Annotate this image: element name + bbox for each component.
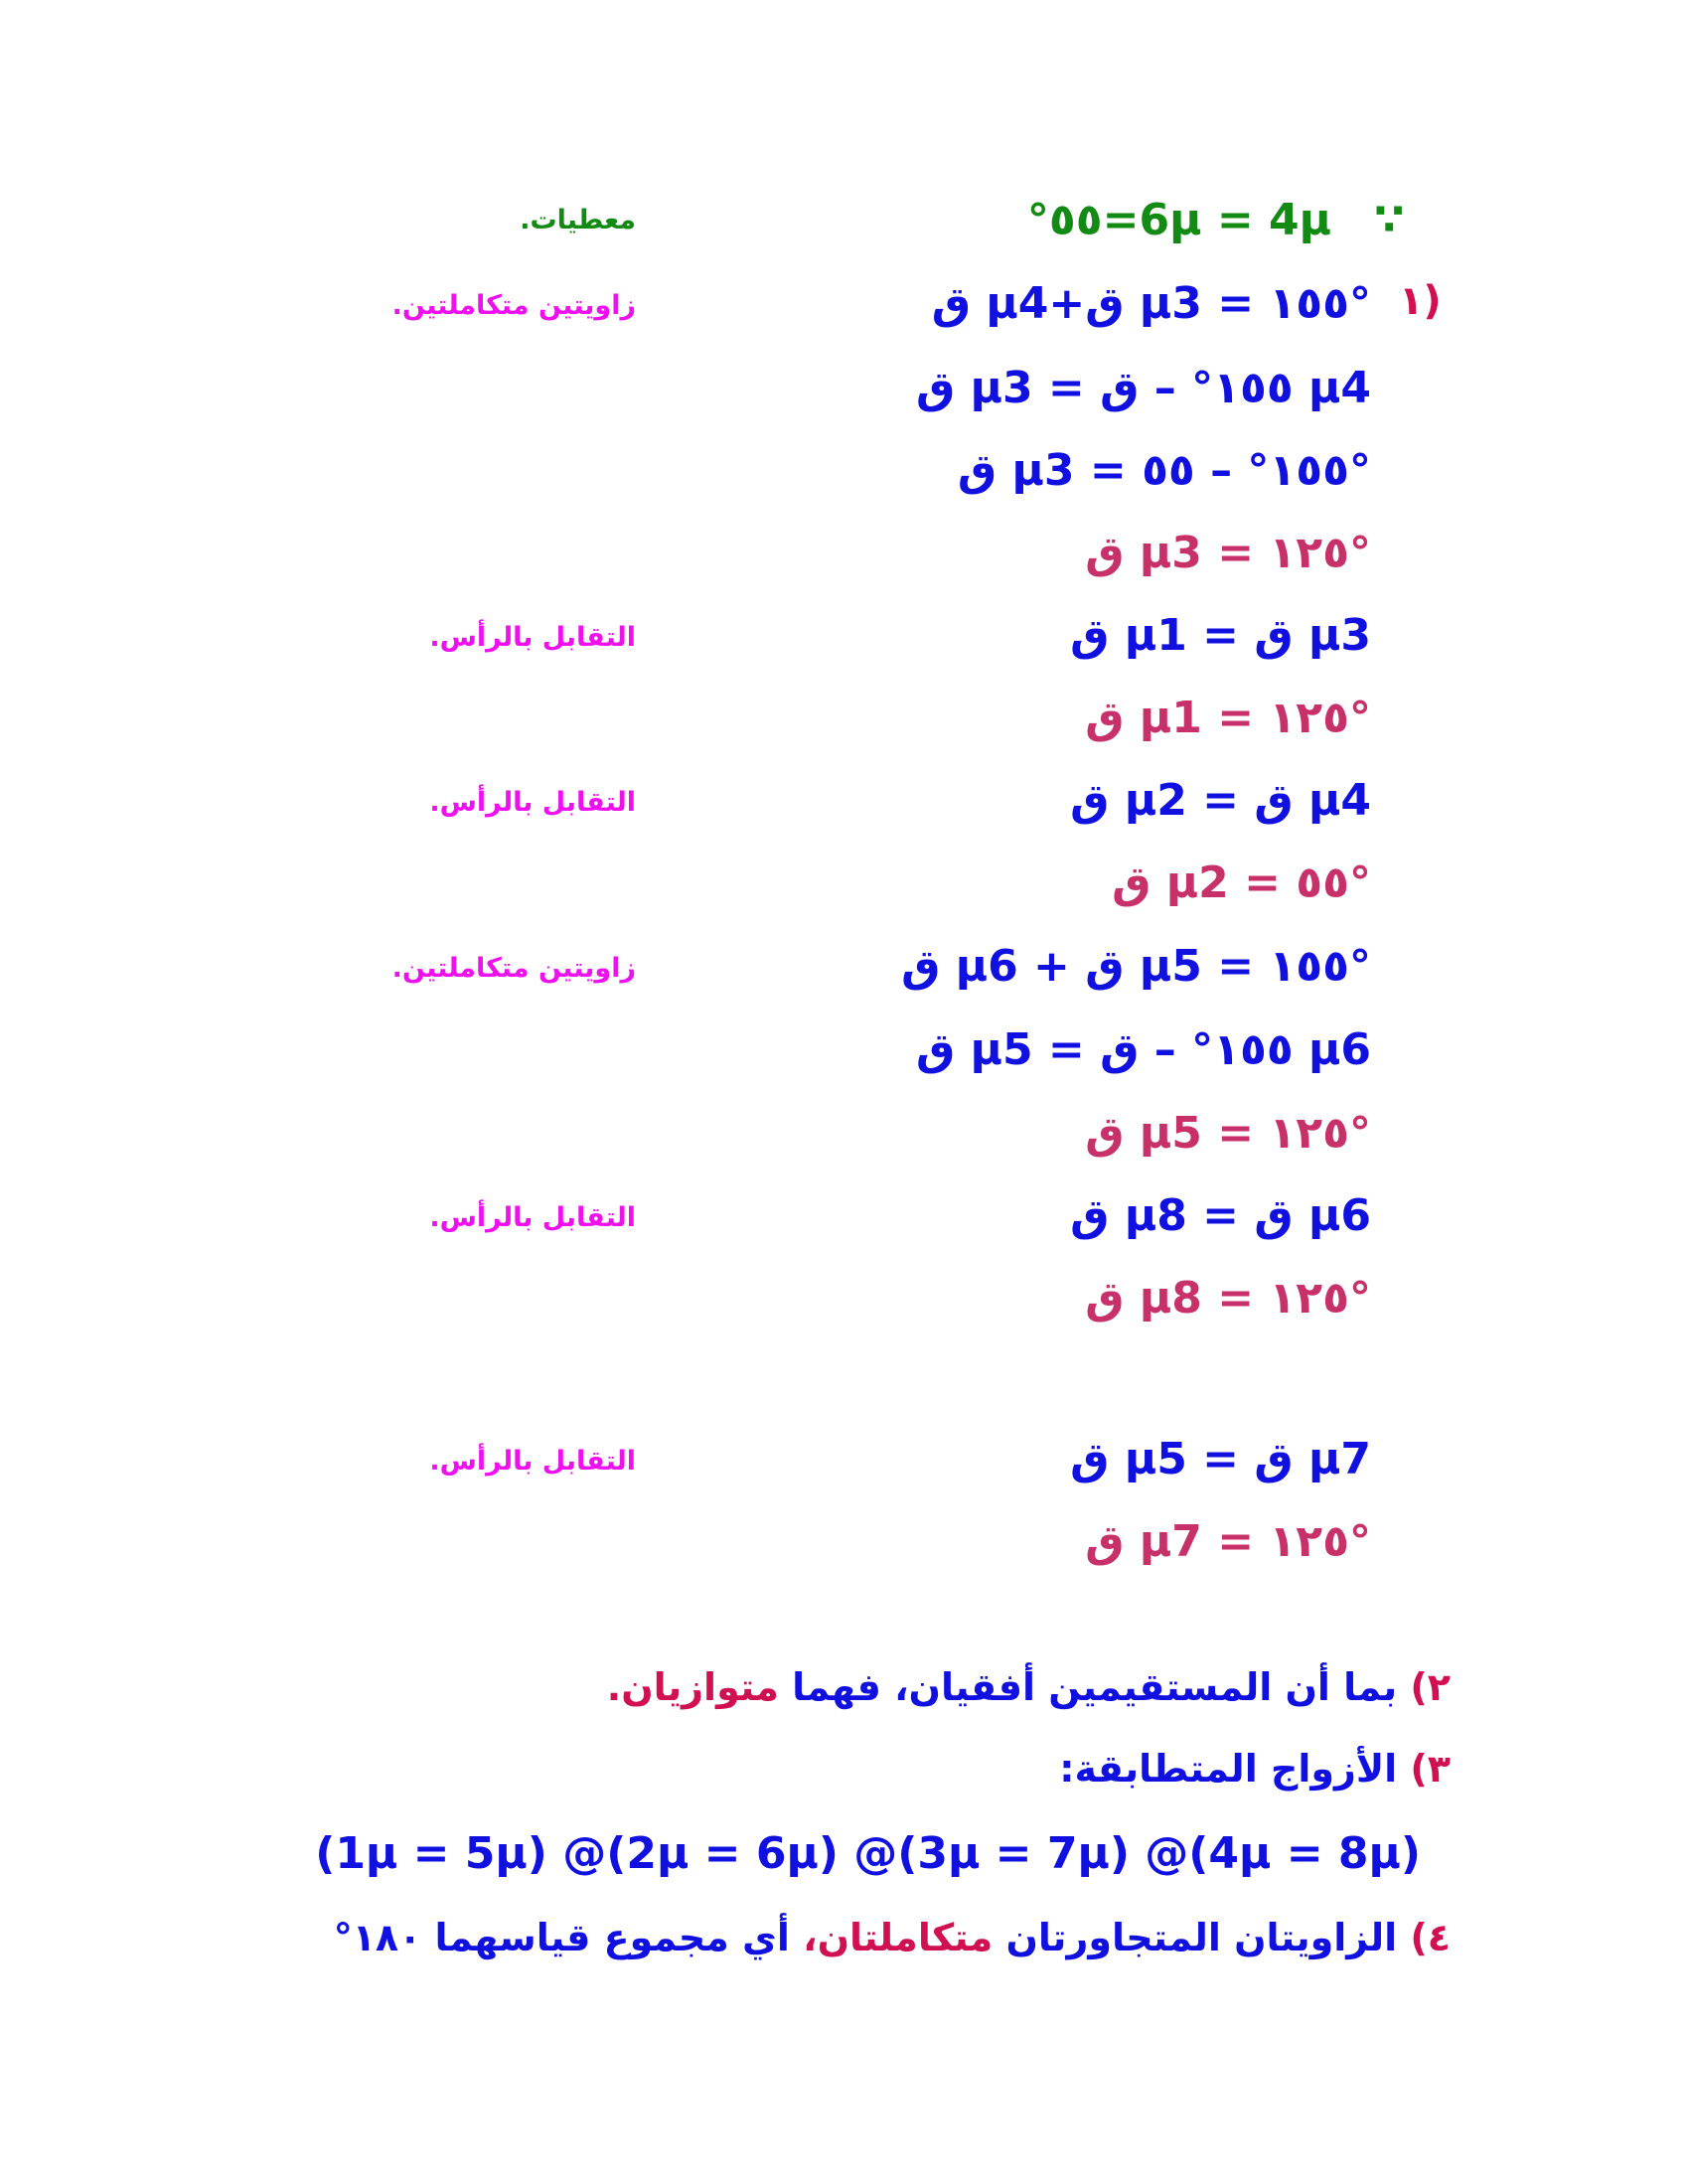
- because-symbol: ∵: [1374, 195, 1405, 245]
- part2: [159, 1665, 1451, 1709]
- equation-row: ق µ5 = ١٥٥° – ق µ6: [915, 1024, 1371, 1075]
- equation-row: ق µ2 = ٥٥°: [1112, 858, 1371, 908]
- reason-label: التقابل بالرأس.: [429, 787, 636, 818]
- equation-row: ق µ4+ق µ3 = ١٥٥°: [931, 278, 1371, 329]
- given-label: معطيات.: [520, 205, 636, 235]
- equation-row: ق µ1 = ق µ3: [1070, 610, 1371, 661]
- equation-row: ق µ3 = ١٥٥° – ق µ4: [915, 363, 1371, 413]
- reason-label: زاويتين متكاملتين.: [391, 953, 636, 984]
- part1-number: ١): [1399, 278, 1442, 324]
- part4-text-c: أي مجموع قياسهما ١٨٠°: [333, 1916, 790, 1959]
- part4-text-a: الزاويتان المتجاورتان: [1005, 1916, 1398, 1959]
- equation-row: ق µ3 = ١٢٥°: [1085, 528, 1371, 578]
- part3-number: ٣): [1410, 1747, 1451, 1791]
- part3-text: الأزواج المتطابقة:: [1059, 1747, 1398, 1791]
- equation-row: ق µ5 = ق µ7: [1070, 1434, 1371, 1484]
- congruent-pairs: (1µ = 5µ) @(2µ = 6µ) @(3µ = 7µ) @(4µ = 8µ): [315, 1828, 1421, 1879]
- part4-text-b: متكاملتان،: [803, 1916, 994, 1959]
- reason-label: زاويتين متكاملتين.: [391, 290, 636, 321]
- equation-row: ق µ5 = ١٢٥°: [1085, 1108, 1371, 1159]
- reason-label: التقابل بالرأس.: [429, 622, 636, 653]
- part4: [159, 1916, 1451, 1959]
- reason-label: التقابل بالرأس.: [429, 1202, 636, 1233]
- given-equation: °٥٥=6µ = 4µ: [1026, 195, 1331, 245]
- equation-row: ق µ7 = ١٢٥°: [1085, 1516, 1371, 1567]
- part4-number: ٤): [1410, 1916, 1451, 1959]
- part2-text-a: بما أن المستقيمين أفقيان، فهما: [792, 1665, 1398, 1709]
- equation-row: ق µ3 = ١٥٥° – ٥٥°: [957, 445, 1371, 496]
- part3: [159, 1747, 1451, 1791]
- equation-row: ق µ1 = ١٢٥°: [1085, 693, 1371, 743]
- equation-row: ق µ6 + ق µ5 = ١٥٥°: [901, 941, 1371, 992]
- part2-text-b: متوازيان.: [606, 1665, 779, 1709]
- equation-row: ق µ2 = ق µ4: [1070, 775, 1371, 826]
- part2-number: ٢): [1410, 1665, 1451, 1709]
- equation-row: ق µ8 = ق µ6: [1070, 1190, 1371, 1241]
- reason-label: التقابل بالرأس.: [429, 1446, 636, 1477]
- equation-row: ق µ8 = ١٢٥°: [1085, 1273, 1371, 1324]
